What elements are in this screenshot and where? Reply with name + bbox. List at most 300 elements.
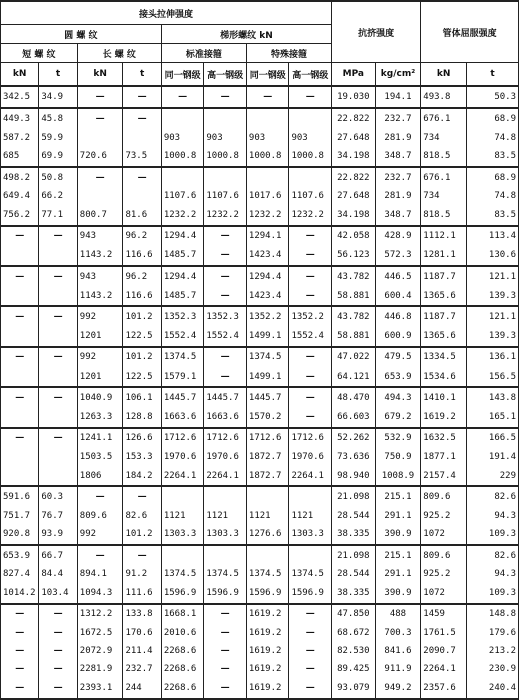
table-cell: 1072 [421, 583, 467, 603]
table-cell: 1668.1 [161, 604, 204, 624]
dash-cell: — [204, 286, 247, 306]
table-row [1, 286, 519, 306]
table-row [1, 448, 519, 466]
table-cell: 2264.1 [161, 466, 204, 486]
table-cell: 1579.1 [161, 367, 204, 387]
table-cell: 734 [421, 187, 467, 205]
table-cell: 992 [77, 525, 123, 545]
table-cell: 126.6 [123, 428, 161, 448]
table-cell: 1712.6 [289, 428, 332, 448]
table-cell: 1241.1 [77, 428, 123, 448]
table-cell: 229 [466, 466, 518, 486]
table-cell: 532.9 [375, 428, 421, 448]
table-cell: 1619.2 [246, 660, 289, 678]
table-cell: 992 [77, 347, 123, 367]
table-cell: 2268.6 [161, 678, 204, 699]
dash-cell: — [204, 246, 247, 266]
table-cell: 348.7 [375, 147, 421, 167]
table-cell: 76.7 [39, 507, 77, 525]
table-cell: 47.022 [332, 347, 376, 367]
table-cell: 1294.4 [161, 226, 204, 246]
table-row [1, 266, 519, 286]
table-row [1, 428, 519, 448]
table-cell: 1459 [421, 604, 467, 624]
table-cell: 139.3 [466, 327, 518, 347]
table-cell: 2268.6 [161, 660, 204, 678]
table-cell: 827.4 [1, 565, 39, 583]
table-cell: 109.3 [466, 583, 518, 603]
table-row [1, 660, 519, 678]
table-cell: 116.6 [123, 286, 161, 306]
table-cell: 21.098 [332, 486, 376, 506]
dash-cell: — [289, 642, 332, 660]
table-cell: 82.6 [123, 507, 161, 525]
table-cell: 1000.8 [204, 147, 247, 167]
table-cell: 133.8 [123, 604, 161, 624]
table-cell: 1000.8 [289, 147, 332, 167]
dash-cell: — [1, 642, 39, 660]
table-cell: 800.7 [77, 205, 123, 225]
table-cell: 600.4 [375, 286, 421, 306]
table-cell: 653.9 [375, 367, 421, 387]
dash-cell: — [289, 660, 332, 678]
table-cell: 43.782 [332, 266, 376, 286]
table-row [1, 86, 519, 108]
table-cell: 1294.4 [161, 266, 204, 286]
header-round-thread: 圆 螺 纹 [1, 25, 162, 44]
dash-cell: — [204, 367, 247, 387]
table-cell: 101.2 [123, 306, 161, 326]
unit-header: t [123, 63, 161, 87]
unit-header: kg/cm² [375, 63, 421, 87]
table-cell: 809.6 [77, 507, 123, 525]
table-cell: 1619.2 [246, 604, 289, 624]
table-cell [289, 545, 332, 565]
header-higher-grade: 高一钢级 [289, 63, 332, 87]
table-cell: 1303.3 [204, 525, 247, 545]
dash-cell: — [39, 642, 77, 660]
table-cell: 1232.2 [161, 205, 204, 225]
table-body [1, 86, 519, 699]
table-cell: 494.3 [375, 387, 421, 407]
table-cell [1, 327, 39, 347]
table-cell: 230.9 [466, 660, 518, 678]
table-cell [161, 167, 204, 187]
table-cell: 73.5 [123, 147, 161, 167]
table-cell: 1877.1 [421, 448, 467, 466]
table-cell: 1017.6 [246, 187, 289, 205]
table-cell: 116.6 [123, 246, 161, 266]
dash-cell: — [289, 604, 332, 624]
dash-cell: — [289, 226, 332, 246]
table-cell: 903 [204, 128, 247, 146]
dash-cell: — [123, 167, 161, 187]
table-cell: 1596.9 [289, 583, 332, 603]
table-cell: 128.8 [123, 408, 161, 428]
table-cell: 50.8 [39, 167, 77, 187]
table-cell: 2264.1 [204, 466, 247, 486]
dash-cell: — [39, 306, 77, 326]
table-cell: 449.3 [1, 108, 39, 128]
table-row [1, 226, 519, 246]
table-cell: 1552.4 [289, 327, 332, 347]
dash-cell: — [77, 108, 123, 128]
table-cell: 342.5 [1, 86, 39, 108]
table-cell: 34.198 [332, 205, 376, 225]
table-cell [161, 108, 204, 128]
table-cell [246, 486, 289, 506]
table-cell: 1619.2 [246, 642, 289, 660]
table-cell: 19.030 [332, 86, 376, 108]
table-cell [289, 167, 332, 187]
table-cell: 446.8 [375, 306, 421, 326]
table-cell: 73.636 [332, 448, 376, 466]
table-cell [289, 108, 332, 128]
table-cell: 166.5 [466, 428, 518, 448]
table-cell: 1294.1 [246, 226, 289, 246]
table-cell: 42.058 [332, 226, 376, 246]
table-cell: 191.4 [466, 448, 518, 466]
table-cell: 1014.2 [1, 583, 39, 603]
table-cell: 1712.6 [161, 428, 204, 448]
table-cell [1, 408, 39, 428]
table-cell: 920.8 [1, 525, 39, 545]
dash-cell: — [204, 624, 247, 642]
table-cell: 493.8 [421, 86, 467, 108]
table-cell: 720.6 [77, 147, 123, 167]
table-cell: 676.1 [421, 108, 467, 128]
header-long-thread: 长 螺 纹 [77, 44, 161, 63]
table-cell: 903 [246, 128, 289, 146]
table-cell [123, 187, 161, 205]
table-cell: 1970.6 [161, 448, 204, 466]
table-row [1, 167, 519, 187]
table-cell: 428.9 [375, 226, 421, 246]
dash-cell: — [39, 266, 77, 286]
table-cell: 122.5 [123, 327, 161, 347]
table-cell: 82.530 [332, 642, 376, 660]
table-cell: 1872.7 [246, 466, 289, 486]
table-cell: 136.1 [466, 347, 518, 367]
table-cell: 1276.6 [246, 525, 289, 545]
table-cell [1, 286, 39, 306]
table-cell [77, 128, 123, 146]
table-cell: 58.881 [332, 327, 376, 347]
table-cell: 734 [421, 128, 467, 146]
table-cell: 103.4 [39, 583, 77, 603]
table-cell: 1121 [246, 507, 289, 525]
table-cell: 348.7 [375, 205, 421, 225]
table-row [1, 128, 519, 146]
table-cell [39, 448, 77, 466]
table-cell: 679.2 [375, 408, 421, 428]
table-cell: 232.7 [375, 167, 421, 187]
table-cell: 66.2 [39, 187, 77, 205]
dash-cell: — [77, 486, 123, 506]
table-cell: 68.672 [332, 624, 376, 642]
dash-cell: — [204, 226, 247, 246]
table-cell: 818.5 [421, 147, 467, 167]
table-cell: 244 [123, 678, 161, 699]
table-cell: 488 [375, 604, 421, 624]
table-cell: 1121 [161, 507, 204, 525]
table-cell: 68.9 [466, 108, 518, 128]
table-cell: 281.9 [375, 128, 421, 146]
table-cell: 1232.2 [289, 205, 332, 225]
table-cell: 1552.4 [204, 327, 247, 347]
table-cell: 38.335 [332, 583, 376, 603]
table-cell: 390.9 [375, 583, 421, 603]
table-cell: 600.9 [375, 327, 421, 347]
header-collapse: 抗挤强度 [332, 1, 421, 63]
table-cell: 1303.3 [289, 525, 332, 545]
table-cell: 685 [1, 147, 39, 167]
header-same-grade: 同一钢级 [246, 63, 289, 87]
table-row [1, 604, 519, 624]
table-row [1, 583, 519, 603]
table-cell: 1672.5 [77, 624, 123, 642]
dash-cell: — [289, 266, 332, 286]
dash-cell: — [77, 545, 123, 565]
table-cell: 751.7 [1, 507, 39, 525]
table-row [1, 347, 519, 367]
table-cell: 1970.6 [289, 448, 332, 466]
table-cell: 894.1 [77, 565, 123, 583]
table-cell [1, 367, 39, 387]
table-cell: 1352.3 [204, 306, 247, 326]
header-short-thread: 短 螺 纹 [1, 44, 78, 63]
table-cell: 1187.7 [421, 266, 467, 286]
table-cell [77, 187, 123, 205]
table-cell: 45.8 [39, 108, 77, 128]
table-cell: 1107.6 [161, 187, 204, 205]
table-row [1, 306, 519, 326]
table-cell: 1619.2 [421, 408, 467, 428]
dash-cell: — [1, 624, 39, 642]
table-cell: 27.648 [332, 128, 376, 146]
table-cell [39, 466, 77, 486]
dash-cell: — [204, 347, 247, 367]
table-cell: 818.5 [421, 205, 467, 225]
dash-cell: — [1, 387, 39, 407]
header-higher-grade: 高一钢级 [204, 63, 247, 87]
table-cell: 1596.9 [161, 583, 204, 603]
table-cell: 676.1 [421, 167, 467, 187]
table-cell: 184.2 [123, 466, 161, 486]
table-cell [204, 108, 247, 128]
table-cell: 903 [289, 128, 332, 146]
table-cell: 165.1 [466, 408, 518, 428]
dash-cell: — [1, 428, 39, 448]
table-cell: 911.9 [375, 660, 421, 678]
table-cell: 1294.4 [246, 266, 289, 286]
table-row [1, 507, 519, 525]
table-cell: 28.544 [332, 565, 376, 583]
dash-cell: — [77, 167, 123, 187]
table-cell: 232.7 [375, 108, 421, 128]
table-cell: 60.3 [39, 486, 77, 506]
table-cell: 170.6 [123, 624, 161, 642]
table-cell: 1663.6 [161, 408, 204, 428]
table-cell: 1107.6 [204, 187, 247, 205]
table-cell: 446.5 [375, 266, 421, 286]
table-cell: 69.9 [39, 147, 77, 167]
dash-cell: — [289, 678, 332, 699]
table-cell [1, 466, 39, 486]
dash-cell: — [204, 86, 247, 108]
table-cell: 809.6 [421, 545, 467, 565]
dash-cell: — [289, 367, 332, 387]
unit-header: kN [77, 63, 123, 87]
table-cell: 27.648 [332, 187, 376, 205]
table-row [1, 466, 519, 486]
table-cell: 1619.2 [246, 624, 289, 642]
table-cell: 1112.1 [421, 226, 467, 246]
table-cell: 96.2 [123, 226, 161, 246]
table-cell [1, 448, 39, 466]
table-cell: 653.9 [1, 545, 39, 565]
table-row [1, 545, 519, 565]
dash-cell: — [204, 660, 247, 678]
table-cell: 56.123 [332, 246, 376, 266]
dash-cell: — [1, 347, 39, 367]
table-cell: 949.2 [375, 678, 421, 699]
table-cell: 1352.2 [289, 306, 332, 326]
table-cell: 1374.5 [289, 565, 332, 583]
table-cell: 1232.2 [246, 205, 289, 225]
header-special-coupling: 特殊接箍 [246, 44, 331, 63]
dash-cell: — [161, 86, 204, 108]
table-cell: 153.3 [123, 448, 161, 466]
table-cell: 84.4 [39, 565, 77, 583]
table-cell: 66.603 [332, 408, 376, 428]
dash-cell: — [123, 108, 161, 128]
table-cell: 943 [77, 266, 123, 286]
table-row [1, 387, 519, 407]
table-cell: 1552.4 [161, 327, 204, 347]
dash-cell: — [289, 387, 332, 407]
unit-header: kN [1, 63, 39, 87]
table-cell: 1619.2 [246, 678, 289, 699]
dash-cell: — [39, 624, 77, 642]
table-cell: 1094.3 [77, 583, 123, 603]
table-row [1, 565, 519, 583]
table-cell: 756.2 [1, 205, 39, 225]
table-cell: 1596.9 [204, 583, 247, 603]
table-cell: 2264.1 [421, 660, 467, 678]
table-cell: 1365.6 [421, 286, 467, 306]
table-cell [161, 545, 204, 565]
table-cell: 94.3 [466, 507, 518, 525]
table-cell: 21.098 [332, 545, 376, 565]
table-cell: 1534.6 [421, 367, 467, 387]
table-cell [123, 128, 161, 146]
dash-cell: — [289, 408, 332, 428]
table-cell: 1187.7 [421, 306, 467, 326]
dash-cell: — [1, 226, 39, 246]
table-cell: 22.822 [332, 108, 376, 128]
table-cell: 1410.1 [421, 387, 467, 407]
dash-cell: — [39, 226, 77, 246]
table-cell: 1663.6 [204, 408, 247, 428]
table-cell: 213.2 [466, 642, 518, 660]
table-cell: 2281.9 [77, 660, 123, 678]
table-cell: 121.1 [466, 266, 518, 286]
table-row [1, 624, 519, 642]
table-cell: 34.9 [39, 86, 77, 108]
table-cell: 1761.5 [421, 624, 467, 642]
table-cell: 591.6 [1, 486, 39, 506]
dash-cell: — [289, 246, 332, 266]
dash-cell: — [77, 86, 123, 108]
table-cell: 48.470 [332, 387, 376, 407]
table-cell: 50.3 [466, 86, 518, 108]
table-cell: 1445.7 [204, 387, 247, 407]
dash-cell: — [289, 624, 332, 642]
table-row [1, 525, 519, 545]
table-cell: 1121 [204, 507, 247, 525]
table-row [1, 367, 519, 387]
table-row [1, 246, 519, 266]
table-cell: 1072 [421, 525, 467, 545]
dash-cell: — [204, 266, 247, 286]
table-cell: 1232.2 [204, 205, 247, 225]
table-cell: 34.198 [332, 147, 376, 167]
table-cell: 1423.4 [246, 286, 289, 306]
table-cell: 1352.3 [161, 306, 204, 326]
table-cell: 47.850 [332, 604, 376, 624]
dash-cell: — [1, 660, 39, 678]
table-cell: 1374.5 [246, 347, 289, 367]
table-row [1, 408, 519, 428]
table-cell: 1040.9 [77, 387, 123, 407]
table-cell: 1485.7 [161, 246, 204, 266]
table-cell: 1712.6 [204, 428, 247, 448]
table-cell: 74.8 [466, 187, 518, 205]
table-cell: 113.4 [466, 226, 518, 246]
table-cell [204, 167, 247, 187]
dash-cell: — [39, 660, 77, 678]
table-cell: 291.1 [375, 565, 421, 583]
table-cell: 1303.3 [161, 525, 204, 545]
table-cell: 1000.8 [246, 147, 289, 167]
table-cell: 66.7 [39, 545, 77, 565]
table-cell: 130.6 [466, 246, 518, 266]
table-cell: 479.5 [375, 347, 421, 367]
table-cell: 98.940 [332, 466, 376, 486]
table-cell: 93.9 [39, 525, 77, 545]
dash-cell: — [246, 86, 289, 108]
table-cell: 1374.5 [161, 565, 204, 583]
table-cell: 587.2 [1, 128, 39, 146]
table-cell [39, 367, 77, 387]
table-cell: 93.079 [332, 678, 376, 699]
table-cell [204, 545, 247, 565]
unit-header: MPa [332, 63, 376, 87]
table-cell: 1143.2 [77, 286, 123, 306]
dash-cell: — [39, 428, 77, 448]
table-row [1, 486, 519, 506]
table-cell [204, 486, 247, 506]
table-cell: 2264.1 [289, 466, 332, 486]
table-cell: 903 [161, 128, 204, 146]
table-cell: 1201 [77, 327, 123, 347]
table-cell: 925.2 [421, 565, 467, 583]
dash-cell: — [1, 678, 39, 699]
table-cell: 2393.1 [77, 678, 123, 699]
table-cell: 52.262 [332, 428, 376, 448]
table-cell: 1445.7 [161, 387, 204, 407]
